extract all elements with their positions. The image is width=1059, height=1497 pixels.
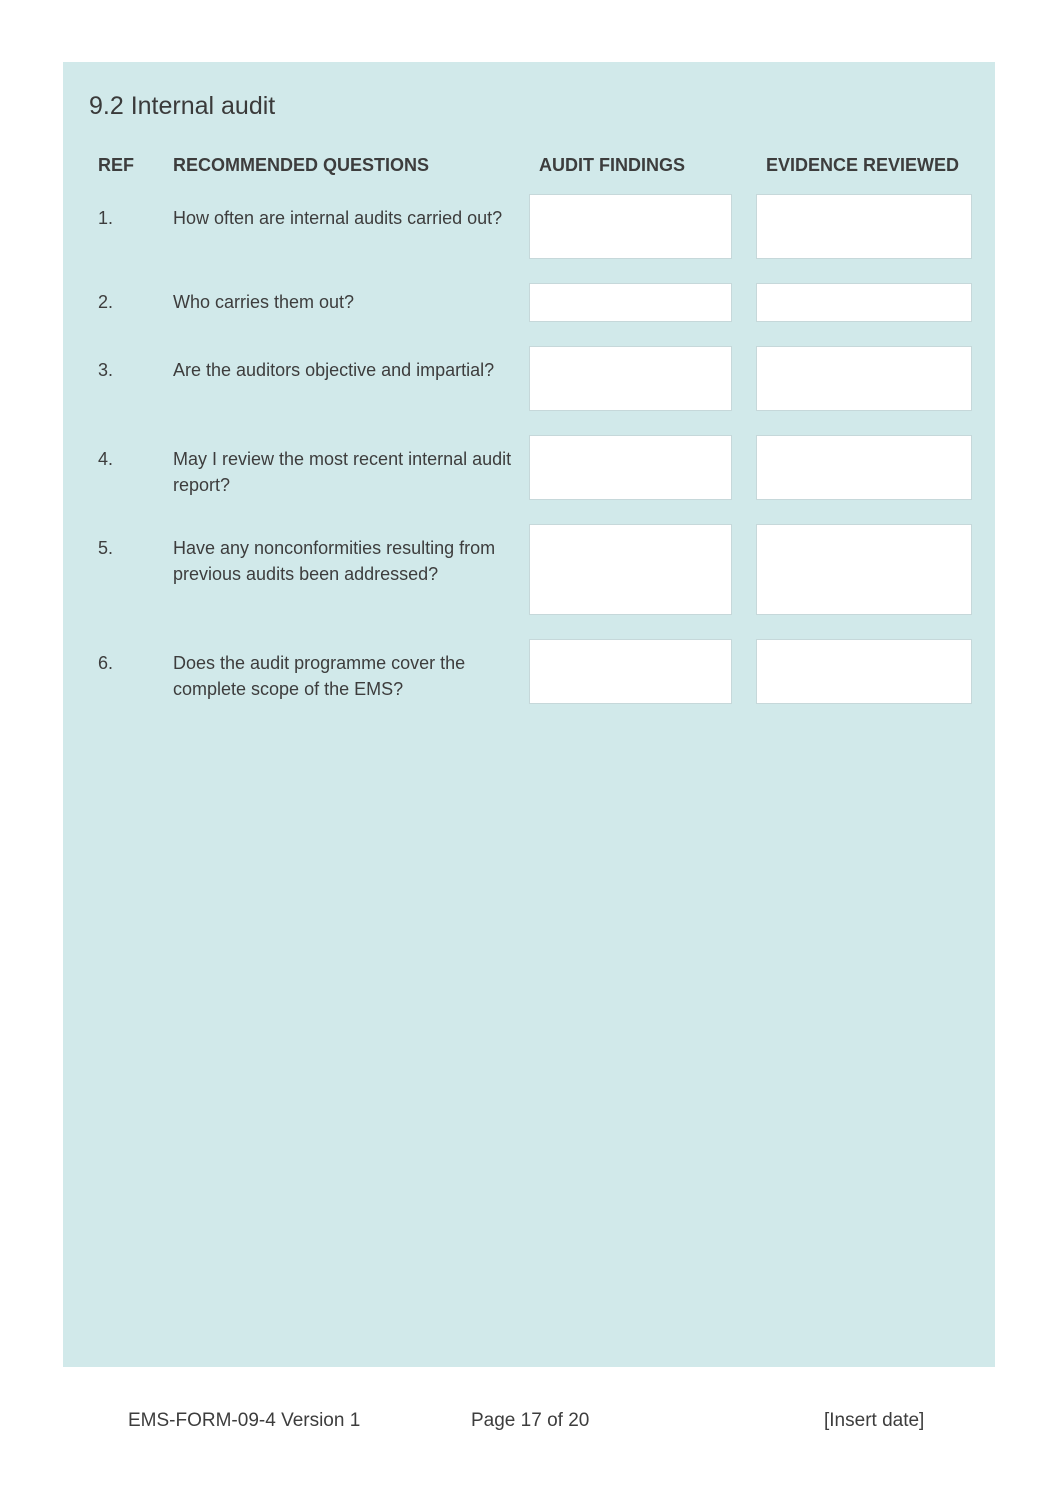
table-row <box>63 524 995 615</box>
table-row <box>63 435 995 500</box>
row-question: Who carries them out? <box>173 292 355 312</box>
audit-findings-field[interactable] <box>529 346 732 411</box>
audit-findings-field[interactable] <box>529 283 732 322</box>
column-header-findings: AUDIT FINDINGS <box>539 155 685 175</box>
column-header-questions: RECOMMENDED QUESTIONS <box>173 155 430 175</box>
row-ref: 1. <box>98 208 114 228</box>
column-header-ref: REF <box>98 155 134 175</box>
row-ref: 6. <box>98 653 114 673</box>
evidence-reviewed-field[interactable] <box>756 283 972 322</box>
table-row <box>63 639 995 704</box>
table-row <box>63 194 995 259</box>
footer-form-id: EMS-FORM-09-4 Version 1 <box>128 1410 361 1431</box>
evidence-reviewed-field[interactable] <box>756 194 972 259</box>
audit-panel <box>63 62 995 1367</box>
row-ref: 4. <box>98 449 114 469</box>
table-row <box>63 283 995 322</box>
audit-findings-field[interactable] <box>529 194 732 259</box>
row-ref: 5. <box>98 538 114 558</box>
audit-findings-field[interactable] <box>529 524 732 615</box>
evidence-reviewed-field[interactable] <box>756 435 972 500</box>
footer-date: [Insert date] <box>824 1410 925 1431</box>
evidence-reviewed-field[interactable] <box>756 346 972 411</box>
section-title: 9.2 Internal audit <box>89 92 276 120</box>
evidence-reviewed-field[interactable] <box>756 524 972 615</box>
footer-page-number: Page 17 of 20 <box>471 1410 590 1431</box>
row-question: Have any nonconformities resulting from previous audits been addressed? <box>173 538 496 584</box>
audit-findings-field[interactable] <box>529 435 732 500</box>
audit-findings-field[interactable] <box>529 639 732 704</box>
table-row <box>63 346 995 411</box>
row-question: Are the auditors objective and impartial? <box>173 360 495 380</box>
row-ref: 3. <box>98 360 114 380</box>
row-question: May I review the most recent internal audit report? <box>173 449 512 495</box>
evidence-reviewed-field[interactable] <box>756 639 972 704</box>
column-header-evidence: EVIDENCE REVIEWED <box>766 155 960 175</box>
row-question: Does the audit programme cover the complete scope of the EMS? <box>173 653 466 699</box>
row-question: How often are internal audits carried out? <box>173 208 503 228</box>
row-ref: 2. <box>98 292 114 312</box>
